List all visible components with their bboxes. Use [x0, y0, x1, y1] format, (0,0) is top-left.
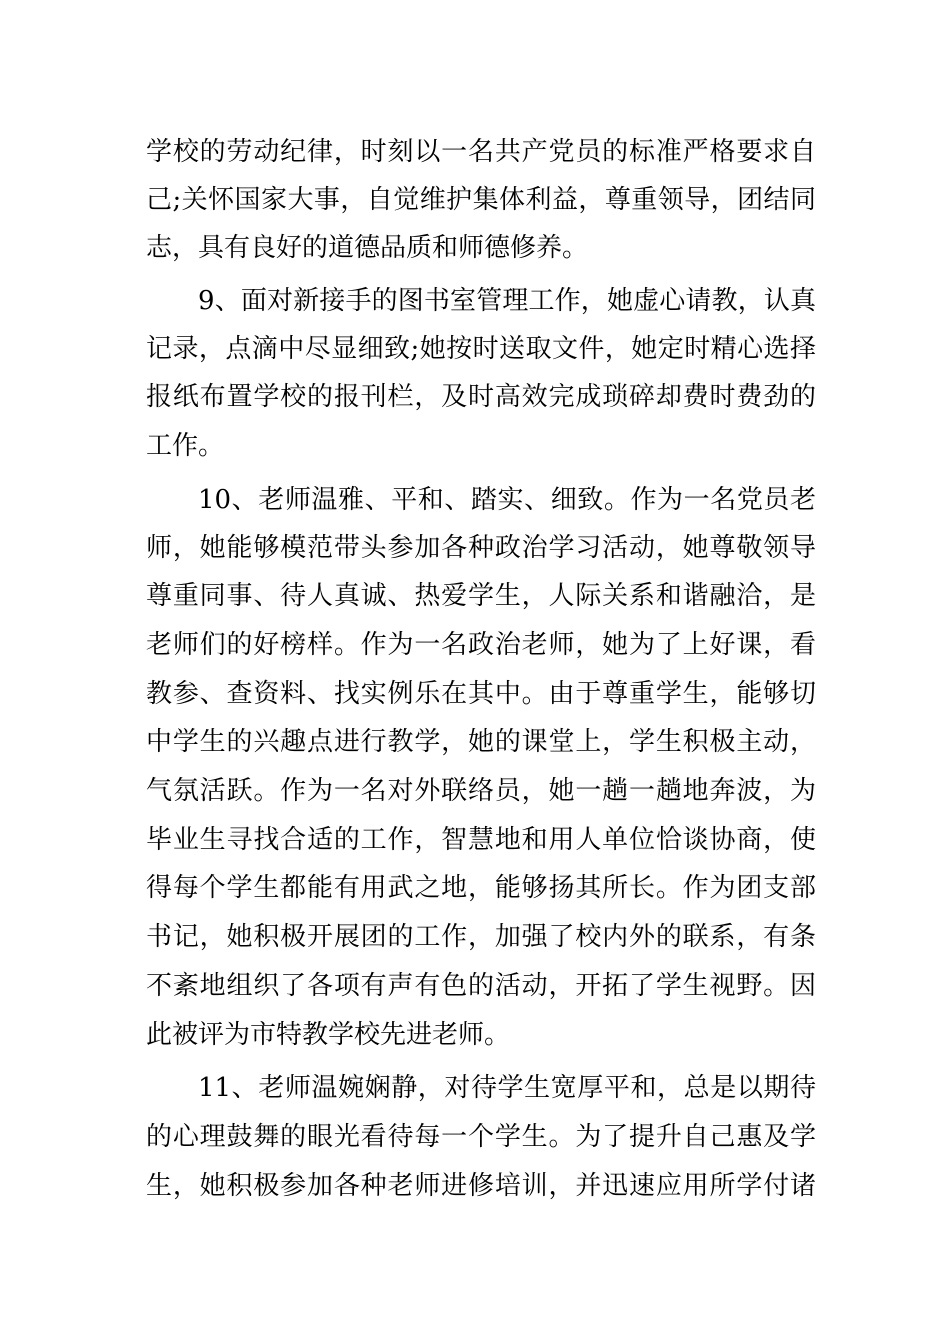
text-line: 生，她积极参加各种老师进修培训，并迅速应用所学付诸 [146, 1171, 816, 1201]
text-line: 书记，她积极开展团的工作，加强了校内外的联系，有条 [146, 922, 816, 952]
text-line: 不紊地组织了各项有声有色的活动，开拓了学生视野。因 [146, 971, 816, 1001]
text-line: 工作。 [146, 431, 225, 461]
text-line: 报纸布置学校的报刊栏，及时高效完成琐碎却费时费劲的 [146, 382, 816, 412]
text-line: 的心理鼓舞的眼光看待每一个学生。为了提升自己惠及学 [146, 1122, 816, 1152]
text-line: 教参、查资料、找实例乐在其中。由于尊重学生，能够切 [146, 679, 816, 709]
text-line: 记录，点滴中尽显细致;她按时送取文件，她定时精心选择 [146, 334, 816, 364]
text-line: 师，她能够模范带头参加各种政治学习活动，她尊敬领导 [146, 533, 816, 563]
text-line: 得每个学生都能有用武之地，能够扬其所长。作为团支部 [146, 873, 816, 903]
text-line: 尊重同事、待人真诚、热爱学生，人际关系和谐融洽，是 [146, 581, 816, 611]
text-line: 11、老师温婉娴静，对待学生宽厚平和，总是以期待 [198, 1073, 816, 1103]
text-line: 志，具有良好的道德品质和师德修养。 [146, 233, 589, 263]
text-line: 学校的劳动纪律，时刻以一名共产党员的标准严格要求自 [146, 137, 816, 167]
text-line: 中学生的兴趣点进行教学，她的课堂上，学生积极主动， [146, 727, 816, 757]
text-line: 10、老师温雅、平和、踏实、细致。作为一名党员老 [198, 485, 816, 515]
text-line: 己;关怀国家大事，自觉维护集体利益，尊重领导，团结同 [146, 185, 816, 215]
text-line: 老师们的好榜样。作为一名政治老师，她为了上好课，看 [146, 630, 816, 660]
text-line: 气氛活跃。作为一名对外联络员，她一趟一趟地奔波，为 [146, 776, 816, 806]
text-line: 9、面对新接手的图书室管理工作，她虚心请教，认真 [198, 286, 816, 316]
text-line: 毕业生寻找合适的工作，智慧地和用人单位恰谈协商，使 [146, 825, 816, 855]
text-line: 此被评为市特教学校先进老师。 [146, 1020, 511, 1050]
